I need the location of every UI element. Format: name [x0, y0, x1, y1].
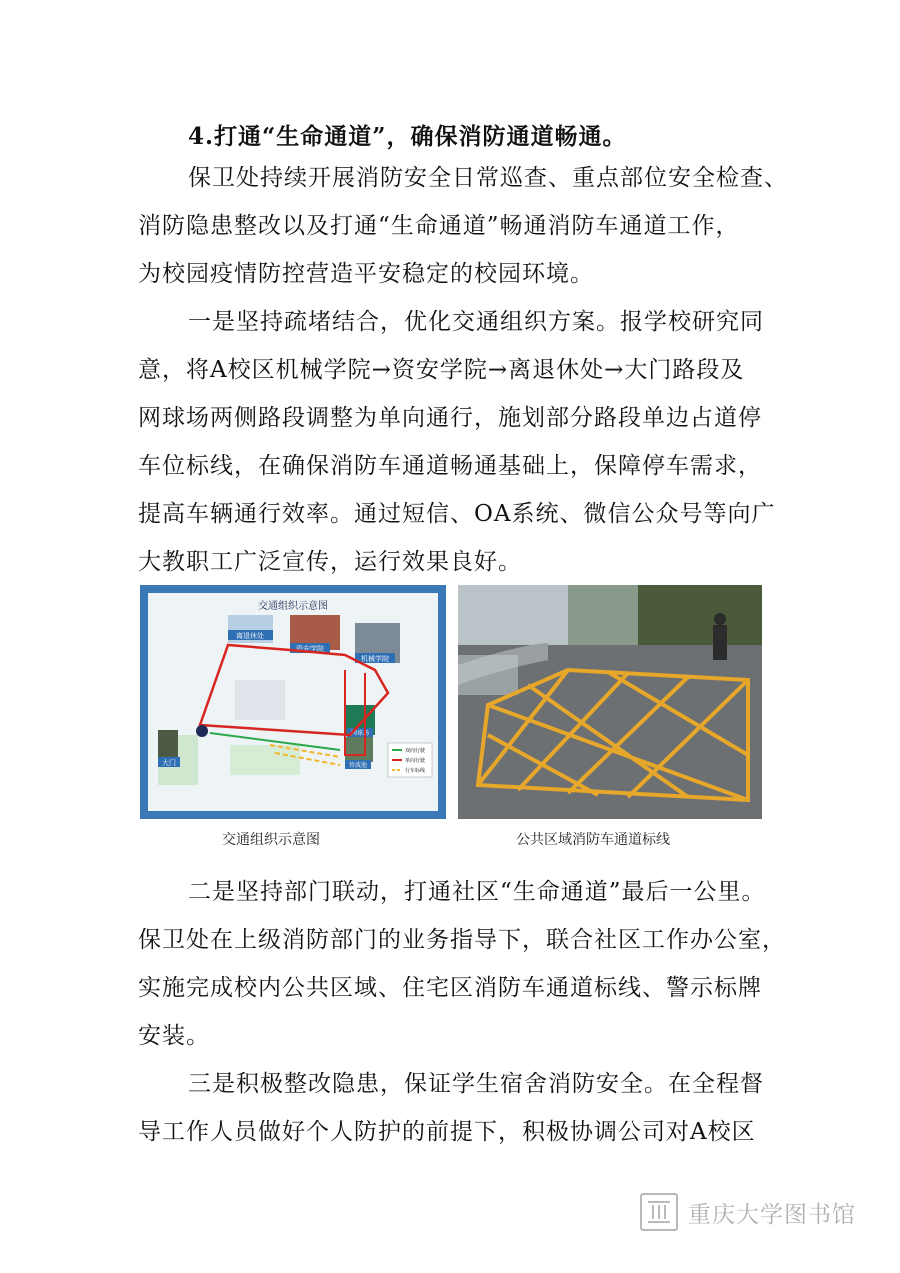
- map-label-jixie: 机械学院: [361, 656, 389, 663]
- text-line: 为校园疫情防控营造平安稳定的校园环境。: [138, 261, 594, 287]
- map-title: 交通组织示意图: [258, 601, 328, 612]
- library-watermark: [640, 1190, 856, 1234]
- legend-marking: 行车标线: [405, 768, 426, 774]
- fire-lane-photo: [458, 585, 762, 819]
- map-label-tennis: 网球场: [350, 731, 370, 737]
- text-line: 三是积极整改隐患，保证学生宿舍消防安全。在全程督: [188, 1071, 764, 1097]
- text-line: 提高车辆通行效率。通过短信、OA系统、微信公众号等向广: [138, 501, 776, 527]
- library-seal-icon: [640, 1193, 678, 1231]
- text-line: 车位标线，在确保消防车通道畅通基础上，保障停车需求，: [138, 453, 762, 479]
- text-line: 网球场两侧路段调整为单向通行，施划部分路段单边占道停: [138, 405, 762, 431]
- caption-fire-lane: 公共区域消防车通道标线: [516, 832, 670, 848]
- paragraph-2: [138, 298, 778, 586]
- legend-one-way: 单向行驶: [405, 758, 426, 764]
- text-line: 保卫处持续开展消防安全日常巡查、重点部位安全检查、: [188, 165, 788, 191]
- traffic-map-figure: [140, 585, 446, 819]
- text-line: 实施完成校内公共区域、住宅区消防车通道标线、警示标牌: [138, 975, 762, 1001]
- text-line: 消防隐患整改以及打通“生命通道”畅通消防车通道工作，: [138, 213, 740, 239]
- map-label-gate: 大门: [162, 760, 176, 767]
- section-heading: 4.打通“生命通道”，确保消防通道畅通。: [188, 123, 627, 150]
- traffic-map-illustration: [140, 585, 446, 819]
- text-line: 二是坚持部门联动，打通社区“生命通道”最后一公里。: [188, 879, 766, 905]
- caption-traffic-map: 交通组织示意图: [222, 832, 320, 848]
- text-line: 意，将A校区机械学院→资安学院→离退休处→大门路段及: [138, 357, 745, 383]
- text-line: 一是坚持疏堵结合，优化交通组织方案。报学校研究同: [188, 309, 764, 335]
- map-label-pond: 铃波池: [348, 763, 368, 769]
- map-label-retire: 离退休处: [236, 633, 264, 640]
- map-label-ziyuan: 资安学院: [296, 646, 324, 653]
- paragraph-3: [138, 868, 786, 1060]
- watermark-text: 重庆大学图书馆: [688, 1201, 856, 1228]
- legend-two-way: 双向行驶: [405, 748, 426, 754]
- paragraph-4: [138, 1060, 778, 1156]
- text-line: 安装。: [138, 1023, 210, 1049]
- fire-lane-photo-illustration: [458, 585, 762, 819]
- text-line: 大教职工广泛宣传，运行效果良好。: [138, 549, 522, 575]
- text-line: 保卫处在上级消防部门的业务指导下，联合社区工作办公室，: [138, 927, 786, 953]
- paragraph-1: [138, 154, 788, 298]
- text-line: 导工作人员做好个人防护的前提下，积极协调公司对A校区: [138, 1119, 756, 1145]
